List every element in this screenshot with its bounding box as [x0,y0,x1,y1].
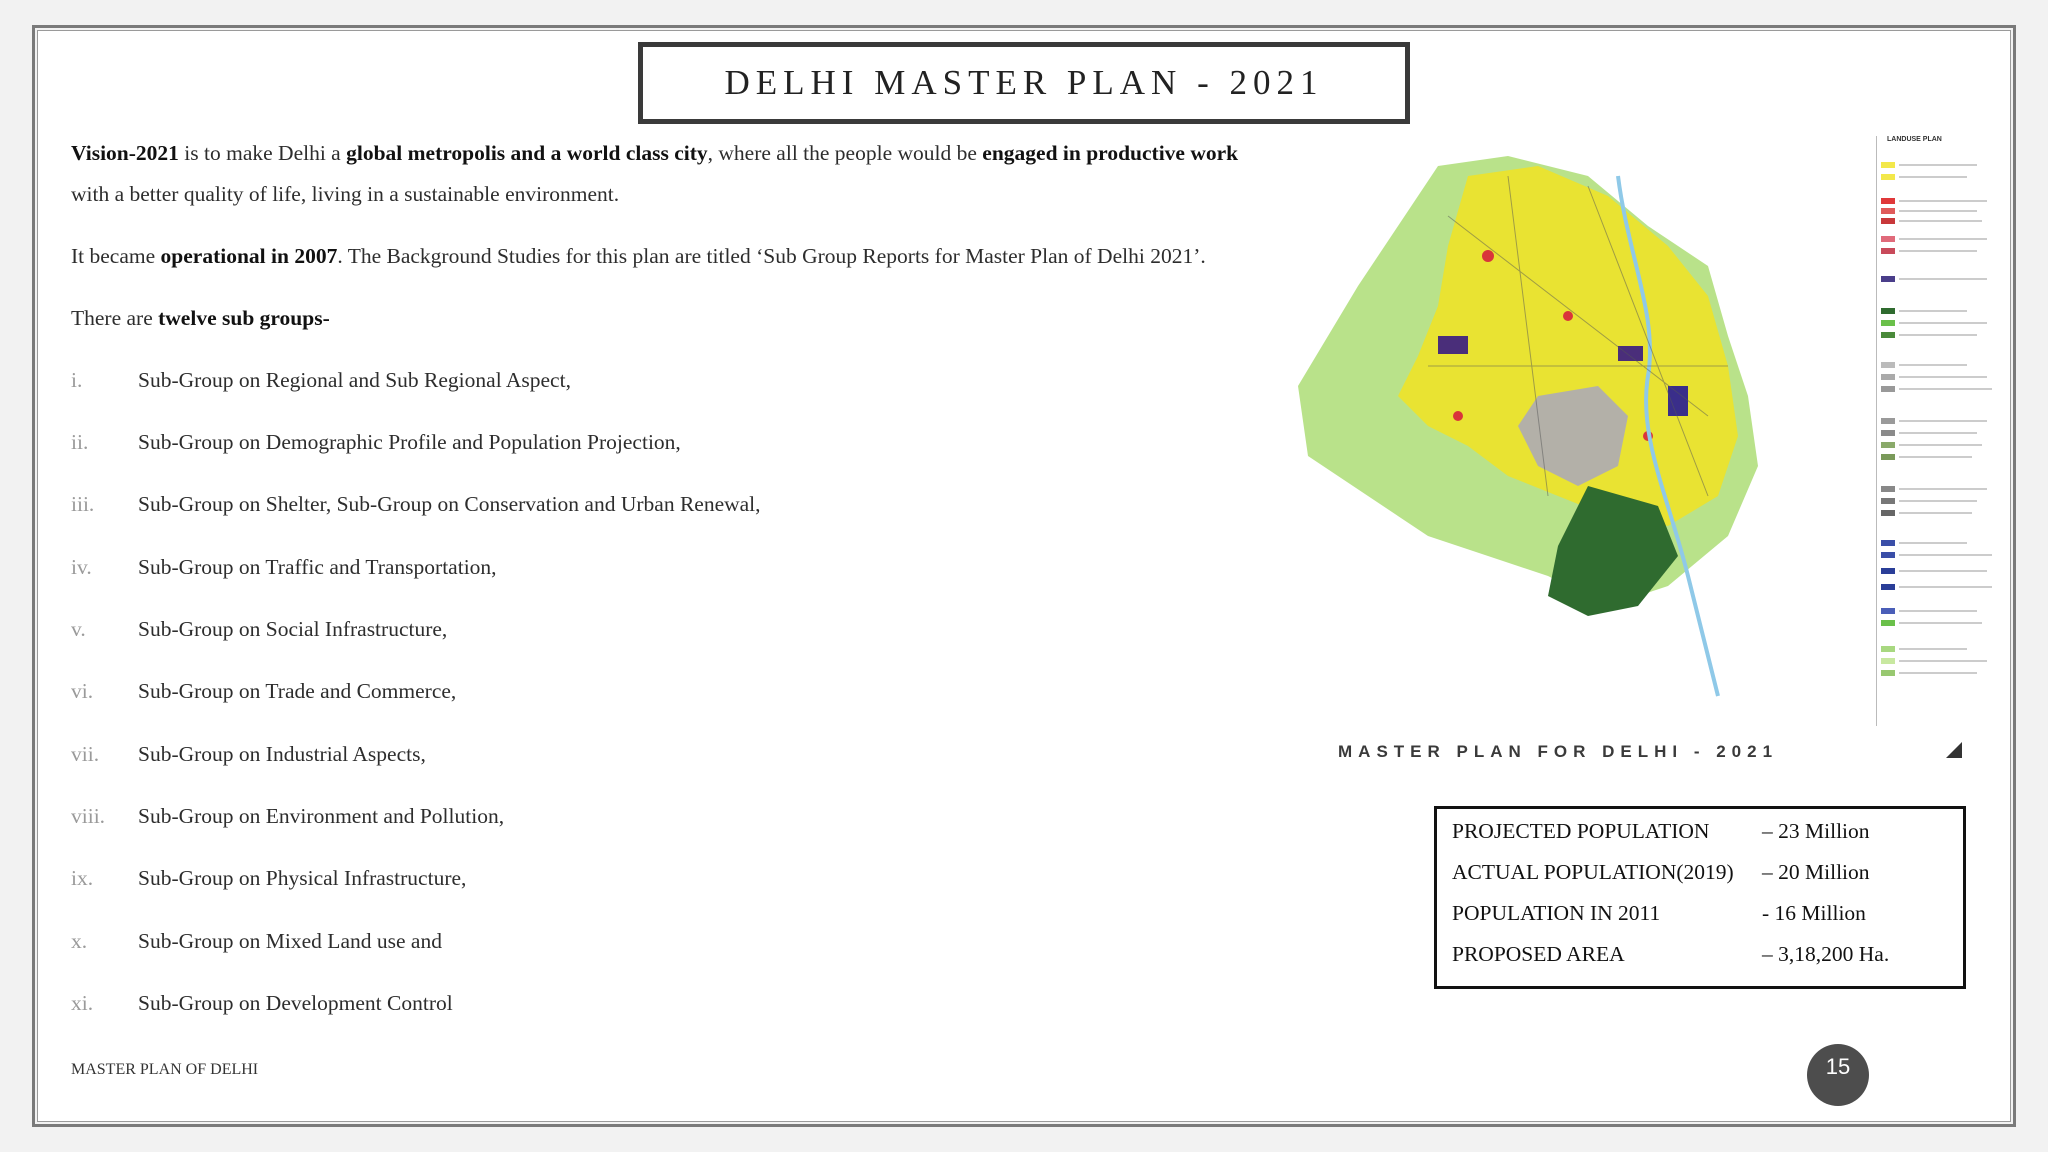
list-item-number: vi. [71,679,94,703]
list-item-text: Sub-Group on Development Control [138,991,453,1015]
map-industrial-zone [1618,346,1643,361]
subgroups-intro-text: There are [71,306,159,330]
list-item-text: Sub-Group on Trade and Commerce, [138,679,457,703]
list-item-text: Sub-Group on Traffic and Transportation, [138,555,497,579]
vision-bold-2: global metropolis and a world class city [346,141,708,165]
list-item-number: vii. [71,742,100,766]
list-item-number: iv. [71,555,92,579]
stat-label: POPULATION IN 2011 [1452,901,1661,925]
operational-text-2: . The Background Studies for this plan are titled ‘Sub Group Reports for Master Plan of Delhi 2021’. [337,244,1206,268]
subgroups-intro-bold: twelve sub groups- [158,306,330,330]
map-legend [1876,136,2001,726]
population-stats-box [1434,806,1966,989]
map-commercial-spot [1563,311,1573,321]
vision-text-3: with a better quality of life, living in a sustainable environment. [71,182,620,206]
stat-value: – 20 Million [1762,860,1870,884]
north-arrow-icon [1944,740,1964,760]
map-graphic [1288,136,1878,736]
operational-text-1: It became [71,244,161,268]
list-item-number: xi. [71,991,94,1015]
vision-text-2: , where all the people would be [707,141,983,165]
vision-bold-3: engaged in productive work [982,141,1239,165]
list-item-number: v. [71,617,86,641]
list-item-number: i. [71,368,83,392]
vision-text-1: is to make Delhi a [178,141,347,165]
list-item-text: Sub-Group on Industrial Aspects, [138,742,426,766]
stat-value: – 3,18,200 Ha. [1762,942,1890,966]
operational-paragraph [71,236,1206,277]
list-item-text: Sub-Group on Environment and Pollution, [138,804,505,828]
master-plan-map-image [1288,136,2010,772]
page-number-badge: 15 [1807,1044,1869,1106]
map-commercial-spot [1482,250,1494,262]
list-item-text: Sub-Group on Shelter, Sub-Group on Conservation and Urban Renewal, [138,492,761,516]
list-item-text: Sub-Group on Social Infrastructure, [138,617,448,641]
list-item-number: x. [71,929,88,953]
list-item-number: ii. [71,430,89,454]
stat-value: – 23 Million [1762,819,1870,843]
stat-label: PROPOSED AREA [1452,942,1625,966]
list-item-number: ix. [71,866,94,890]
map-caption: MASTER PLAN FOR DELHI - 2021 [1338,742,1779,761]
list-item-text: Sub-Group on Demographic Profile and Population Projection, [138,430,681,454]
map-commercial-spot [1453,411,1463,421]
footer-text: MASTER PLAN OF DELHI [71,1061,259,1078]
list-item-text: Sub-Group on Mixed Land use and [138,929,442,953]
list-item-number: viii. [71,804,106,828]
list-item-text: Sub-Group on Regional and Sub Regional Aspect, [138,368,571,392]
list-item-number: iii. [71,492,95,516]
stat-label: ACTUAL POPULATION(2019) [1452,860,1734,884]
legend-title: LANDUSE PLAN [1887,136,1942,143]
stat-label: PROJECTED POPULATION [1452,819,1710,843]
vision-label: Vision-2021 [71,141,179,165]
legend-swatches [1877,136,2001,726]
vision-paragraph [71,133,1271,215]
list-item-text: Sub-Group on Physical Infrastructure, [138,866,467,890]
map-industrial-zone [1438,336,1468,354]
page-title: DELHI MASTER PLAN - 2021 [724,63,1324,102]
operational-bold: operational in 2007 [160,244,338,268]
title-box [638,42,1410,124]
subgroups-intro [71,298,330,339]
stat-value: - 16 Million [1762,901,1866,925]
